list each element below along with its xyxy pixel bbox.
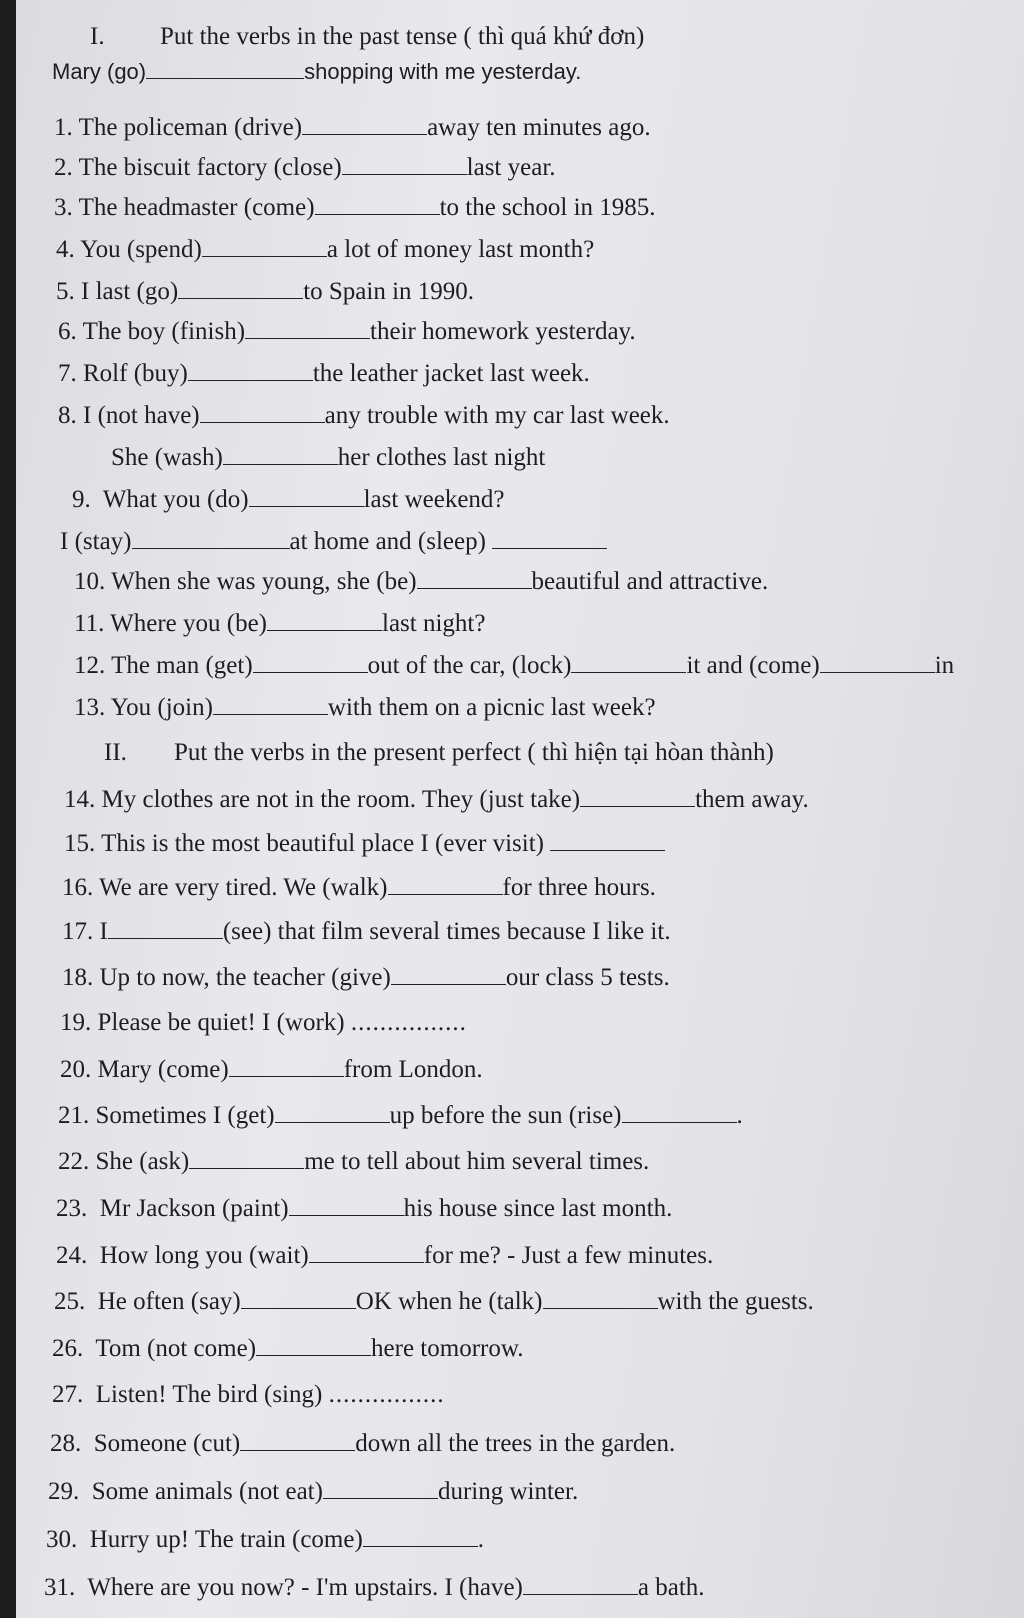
- item-rest: her clothes last night: [337, 444, 546, 471]
- example-line: [52, 56, 581, 87]
- answer-blank[interactable]: [417, 566, 532, 589]
- item-number: 21.: [58, 1102, 90, 1129]
- exercise-item-14: [64, 784, 809, 815]
- item-rest: (see) that film several times because I like it.: [222, 918, 671, 945]
- example-rest: shopping with me yesterday.: [304, 59, 582, 84]
- answer-blank[interactable]: [550, 828, 665, 851]
- answer-blank[interactable]: [323, 1476, 438, 1499]
- item-prompt: Hurry up! The train (come): [89, 1526, 363, 1553]
- item-rest: .: [736, 1102, 743, 1129]
- item-number: 20.: [60, 1056, 92, 1083]
- item-prompt: Mary (come): [97, 1056, 229, 1083]
- exercise-item-28: [50, 1428, 675, 1459]
- answer-blank[interactable]: [543, 1286, 658, 1309]
- exercise-item-3: [54, 192, 656, 223]
- exercise-item-26: [52, 1333, 524, 1364]
- item-rest: to the school in 1985.: [439, 194, 656, 221]
- item-rest: me to tell about him several times.: [304, 1148, 650, 1175]
- item-middle: out of the car, (lock): [367, 652, 572, 679]
- item-prompt: Please be quiet! I (work): [97, 1009, 345, 1036]
- exercise-item-23: [56, 1193, 672, 1224]
- item-middle: up before the sun (rise): [389, 1102, 622, 1129]
- answer-blank[interactable]: [391, 962, 506, 985]
- item-rest: with the guests.: [657, 1288, 814, 1315]
- answer-blank[interactable]: [289, 1193, 404, 1216]
- item-number: 25.: [54, 1288, 86, 1315]
- exercise-item-17: [62, 916, 671, 947]
- section-2-numeral: II.: [104, 739, 127, 766]
- item-number: 10.: [74, 568, 106, 595]
- exercise-extra-stay: [60, 526, 607, 557]
- item-prompt: Sometimes I (get): [95, 1102, 275, 1129]
- answer-blank[interactable]: [315, 192, 440, 215]
- answer-blank[interactable]: [245, 316, 370, 339]
- item-rest: for me? - Just a few minutes.: [423, 1242, 714, 1269]
- answer-blank[interactable]: [267, 608, 382, 631]
- answer-blank[interactable]: [523, 1572, 638, 1595]
- answer-blank[interactable]: [189, 1146, 304, 1169]
- section-2-title: Put the verbs in the present perfect ( thì hiện tại hòan thành): [174, 739, 774, 766]
- exercise-item-13: [74, 692, 656, 723]
- item-rest: from London.: [343, 1056, 483, 1083]
- item-number: 29.: [48, 1478, 80, 1505]
- exercise-item-2: [54, 152, 556, 183]
- answer-blank[interactable]: [249, 484, 364, 507]
- exercise-item-9: [72, 484, 505, 515]
- item-prompt: Where you (be): [110, 610, 268, 637]
- item-prompt: You (spend): [80, 236, 202, 263]
- answer-blank[interactable]: [622, 1100, 737, 1123]
- exercise-item-21: [58, 1100, 743, 1131]
- exercise-item-11: [74, 608, 485, 639]
- item-prompt: The biscuit factory (close): [78, 154, 342, 181]
- answer-blank[interactable]: [256, 1333, 371, 1356]
- exercise-item-29: [48, 1476, 578, 1507]
- item-prompt: She (ask): [95, 1148, 190, 1175]
- example-prompt: Mary (go): [52, 59, 147, 84]
- item-number: 5.: [56, 278, 75, 305]
- section-2-heading: [104, 738, 774, 768]
- item-rest: down all the trees in the garden.: [355, 1430, 676, 1457]
- exercise-item-15: [64, 828, 665, 859]
- section-1-numeral: I.: [90, 23, 105, 50]
- exercise-item-18: [62, 962, 670, 993]
- item-prompt: The boy (finish): [82, 318, 246, 345]
- exercise-item-31: [44, 1572, 705, 1603]
- answer-blank[interactable]: [202, 234, 327, 257]
- answer-blank[interactable]: [492, 526, 607, 549]
- exercise-item-4: [56, 234, 594, 265]
- item-prompt: What you (do): [102, 486, 249, 513]
- item-number: 19.: [60, 1009, 92, 1036]
- exercise-item-24: [56, 1240, 713, 1271]
- item-rest: in: [934, 652, 955, 679]
- item-number: 16.: [62, 874, 94, 901]
- answer-blank[interactable]: [275, 1100, 390, 1123]
- item-prompt: You (join): [110, 694, 213, 721]
- item-prompt: The man (get): [111, 652, 253, 679]
- answer-blank[interactable]: [146, 56, 304, 79]
- item-rest: during winter.: [437, 1478, 579, 1505]
- answer-blank[interactable]: [580, 784, 695, 807]
- item-number: 4.: [56, 236, 75, 263]
- item-number: 30.: [46, 1526, 78, 1553]
- worksheet-page: [16, 0, 1024, 1618]
- exercise-item-19: [60, 1008, 467, 1038]
- item-prompt: Some animals (not eat): [91, 1478, 323, 1505]
- exercise-item-22: [58, 1146, 649, 1177]
- item-rest: the leather jacket last week.: [312, 360, 590, 387]
- exercise-item-8: [58, 400, 670, 431]
- item-number: 12.: [74, 652, 106, 679]
- exercise-item-1: [54, 112, 651, 143]
- item-rest: last weekend?: [363, 486, 505, 513]
- item-number: 11.: [74, 610, 105, 637]
- answer-blank[interactable]: [108, 916, 223, 939]
- exercise-item-6: [58, 316, 636, 347]
- item-prompt: Where are you now? - I'm upstairs. I (have): [87, 1574, 523, 1601]
- answer-blank[interactable]: [253, 650, 368, 673]
- item-prompt: We are very tired. We (walk): [99, 874, 388, 901]
- section-1-heading: [90, 22, 644, 52]
- item-prompt: My clothes are not in the room. They (just take): [101, 786, 581, 813]
- item-rest: a lot of money last month?: [326, 236, 595, 263]
- answer-blank[interactable]: [388, 872, 503, 895]
- item-rest: .: [477, 1526, 485, 1553]
- item-rest: here tomorrow.: [371, 1335, 524, 1362]
- item-number: 9.: [72, 486, 91, 513]
- item-prompt: I last (go): [81, 278, 179, 305]
- section-1-title: Put the verbs in the past tense ( thì quá khứ đơn): [160, 23, 645, 50]
- item-prompt: I (not have): [83, 402, 200, 429]
- item-rest: beautiful and attractive.: [531, 568, 769, 595]
- answer-blank[interactable]: [213, 692, 328, 715]
- item-prompt: Up to now, the teacher (give): [99, 964, 391, 991]
- item-prompt: Rolf (buy): [83, 360, 188, 387]
- item-prompt: He often (say): [97, 1288, 241, 1315]
- item-middle: it and (come): [686, 652, 820, 679]
- exercise-item-5: [56, 276, 474, 307]
- item-number: 15.: [64, 830, 96, 857]
- item-number: 26.: [52, 1335, 84, 1362]
- item-rest: with them on a picnic last week?: [327, 694, 656, 721]
- item-rest: last year.: [466, 154, 556, 181]
- item-rest: their homework yesterday.: [370, 318, 636, 345]
- item-number: 31.: [44, 1574, 76, 1601]
- item-number: 22.: [58, 1148, 90, 1175]
- answer-blank[interactable]: [132, 526, 290, 549]
- item-number: 28.: [50, 1430, 82, 1457]
- item-number: 18.: [62, 964, 94, 991]
- answer-dots[interactable]: ................: [328, 1381, 445, 1408]
- exercise-item-30: [46, 1524, 484, 1555]
- exercise-item-10: [74, 566, 768, 597]
- answer-dots[interactable]: ................: [350, 1009, 467, 1036]
- answer-blank[interactable]: [229, 1054, 344, 1077]
- answer-blank[interactable]: [178, 276, 303, 299]
- answer-blank[interactable]: [240, 1428, 355, 1451]
- exercise-extra-wash: [111, 442, 545, 473]
- item-number: 27.: [52, 1381, 84, 1408]
- item-prompt: Listen! The bird (sing): [95, 1381, 323, 1408]
- answer-blank[interactable]: [363, 1524, 478, 1547]
- answer-blank[interactable]: [241, 1286, 356, 1309]
- exercise-item-27: [52, 1380, 445, 1410]
- item-number: 23.: [56, 1195, 88, 1222]
- item-rest: to Spain in 1990.: [303, 278, 475, 305]
- answer-blank[interactable]: [188, 358, 313, 381]
- exercise-item-12: [74, 650, 954, 681]
- item-rest: a bath.: [637, 1574, 705, 1601]
- answer-blank[interactable]: [571, 650, 686, 673]
- item-number: 1.: [54, 114, 73, 141]
- exercise-item-20: [60, 1054, 483, 1085]
- item-prompt: The headmaster (come): [78, 194, 315, 221]
- item-number: 2.: [54, 154, 73, 181]
- answer-blank[interactable]: [302, 112, 427, 135]
- item-rest: his house since last month.: [403, 1195, 673, 1222]
- item-number: 17. I: [62, 918, 108, 945]
- exercise-item-25: [54, 1286, 814, 1317]
- item-number: 8.: [58, 402, 77, 429]
- exercise-item-7: [58, 358, 590, 389]
- item-prompt: When she was young, she (be): [111, 568, 417, 595]
- item-rest: away ten minutes ago.: [427, 114, 651, 141]
- item-number: 6.: [58, 318, 77, 345]
- item-prompt: Tom (not come): [95, 1335, 257, 1362]
- item-middle: at home and (sleep): [289, 528, 486, 555]
- item-number: 13.: [74, 694, 106, 721]
- item-number: 7.: [58, 360, 77, 387]
- item-prompt: The policeman (drive): [78, 114, 303, 141]
- item-middle: OK when he (talk): [355, 1288, 543, 1315]
- item-prompt: Someone (cut): [93, 1430, 241, 1457]
- answer-blank[interactable]: [342, 152, 467, 175]
- item-rest: them away.: [695, 786, 809, 813]
- item-number: 24.: [56, 1242, 88, 1269]
- item-prompt: I (stay): [60, 528, 132, 555]
- item-number: 14.: [64, 786, 96, 813]
- item-rest: any trouble with my car last week.: [324, 402, 670, 429]
- item-prompt: She (wash): [111, 444, 223, 471]
- answer-blank[interactable]: [200, 400, 325, 423]
- answer-blank[interactable]: [309, 1240, 424, 1263]
- item-prompt: This is the most beautiful place I (ever visit): [101, 830, 544, 857]
- item-rest: our class 5 tests.: [505, 964, 670, 991]
- exercise-item-16: [62, 872, 656, 903]
- item-rest: for three hours.: [502, 874, 656, 901]
- answer-blank[interactable]: [223, 442, 338, 465]
- item-prompt: Mr Jackson (paint): [99, 1195, 289, 1222]
- item-prompt: How long you (wait): [99, 1242, 309, 1269]
- answer-blank[interactable]: [820, 650, 935, 673]
- item-rest: last night?: [382, 610, 486, 637]
- item-number: 3.: [54, 194, 73, 221]
